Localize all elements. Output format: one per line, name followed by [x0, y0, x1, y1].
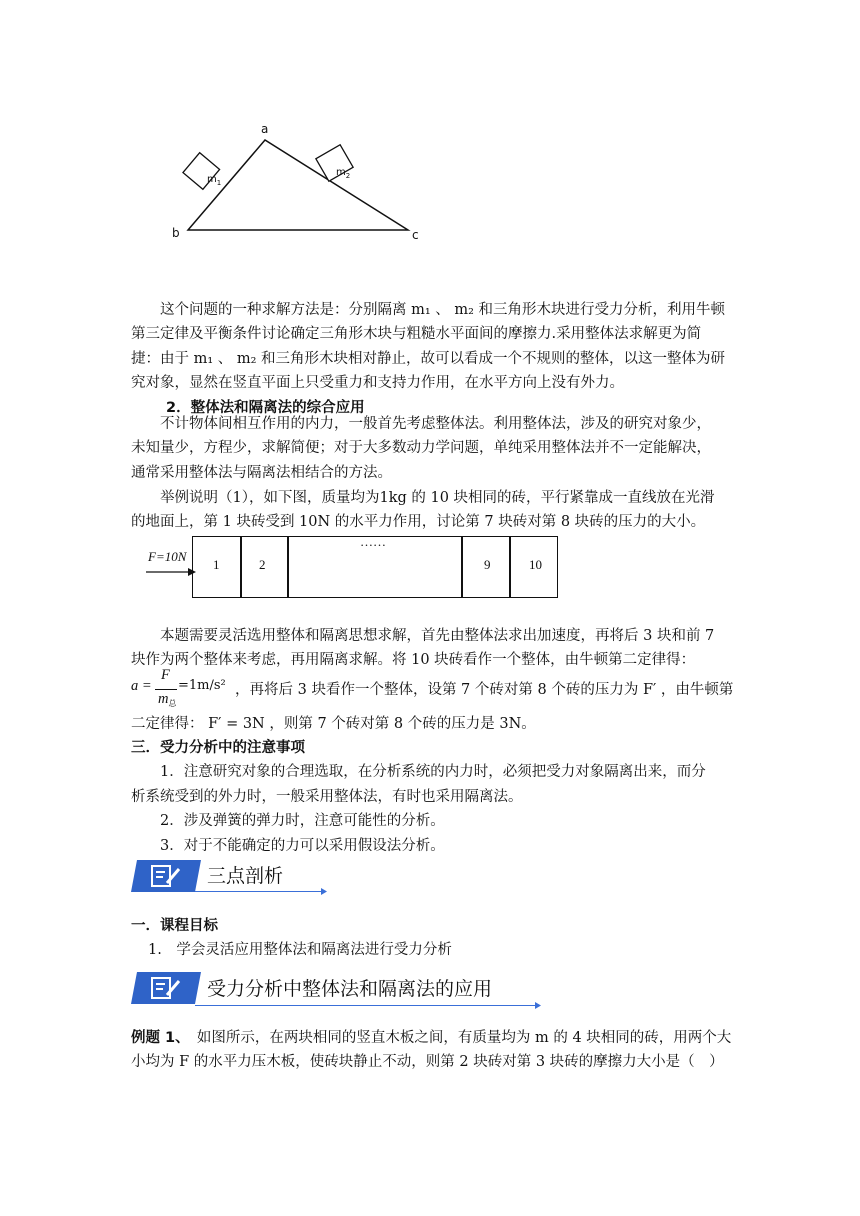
section-title: 三．受力分析中的注意事项	[131, 740, 305, 756]
paragraph-isolation-method	[131, 298, 741, 396]
paragraph-line: 块作为两个整体来考虑，再用隔离求解。将 10 块砖看作一个整体，由牛顿第二定律得：	[131, 652, 696, 669]
force-arrow	[144, 566, 196, 578]
example-line: 例题 1、 如图所示，在两块相同的竖直木板之间，有质量均为 m 的 4 块相同的砖，用两个大	[131, 1030, 732, 1046]
section-title: 一．课程目标	[131, 918, 218, 934]
paragraph-solution	[131, 624, 741, 673]
brick-label: 10	[529, 557, 542, 572]
edit-note-icon	[131, 858, 203, 894]
vertex-label-c: c	[412, 228, 419, 242]
paragraph-line: 本题需要灵活选用整体和隔离思想求解，首先由整体法求出加速度，再将后 3 块和前 7	[160, 628, 715, 644]
brick-label: 1	[213, 557, 220, 572]
paragraph-line: 二定律得： F′ = 3N ，则第 7 个砖对第 8 个砖的压力是 3N。	[131, 716, 536, 732]
paragraph-result	[131, 712, 741, 736]
paragraph-line: 不计物体间相互作用的内力，一般首先考虑整体法。利用整体法，涉及的研究对象少，	[160, 416, 711, 432]
paragraph-combined-method	[131, 412, 741, 485]
paragraph-line: 第三定律及平衡条件讨论确定三角形木块与粗糙水平面间的摩擦力.采用整体法求解更为简	[131, 326, 702, 343]
banner-underline	[195, 891, 325, 892]
example-label: 例题 1、	[131, 1030, 183, 1046]
note-item: 析系统受到的外力时，一般采用整体法，有时也采用隔离法。	[131, 788, 523, 805]
edit-note-icon	[131, 970, 203, 1006]
note-item: 1．注意研究对象的合理选取，在分析系统的内力时，必须把受力对象隔离出来，而分	[160, 764, 706, 781]
brick-ellipsis: ……	[360, 534, 386, 549]
bricks-figure	[140, 536, 560, 598]
note-item: 3．对于不能确定的力可以采用假设法分析。	[160, 837, 445, 854]
section-course-goals	[131, 914, 741, 963]
paragraph-example	[131, 486, 741, 535]
paragraph-line: 捷：由于 m₁ 、 m₂ 和三角形木块相对静止，故可以看成一个不规则的整体，以这一整体为研	[131, 350, 726, 367]
paragraph-line: 的地面上，第 1 块砖受到 10N 的水平力作用，讨论第 7 块砖对第 8 块砖的压力的大小。	[131, 514, 706, 531]
force-label: F=10N	[148, 549, 187, 564]
brick-label: 2	[259, 557, 266, 572]
acceleration-equation: a = F $m_总$ =1m/s² ，再将后 3 块看作一个整体，设第 7 个砖对第 8 个砖的压力为 F′ ，由牛顿第	[131, 667, 734, 708]
example-line: 小均为 F 的水平力压木板，使砖块静止不动，则第 2 块砖对第 3 块砖的摩擦力大小是（ ）	[131, 1054, 724, 1071]
paragraph-line: 未知量少，方程少，求解简便；对于大多数动力学问题，单纯采用整体法并不一定能解决，	[131, 440, 711, 457]
block-m2-label: $m_2$	[336, 167, 351, 180]
goal-item: 1. 学会灵活应用整体法和隔离法进行受力分析	[148, 942, 452, 959]
banner-title: 受力分析中整体法和隔离法的应用	[207, 978, 493, 1000]
note-item: 2．涉及弹簧的弹力时，注意可能性的分析。	[160, 813, 445, 830]
triangle-figure	[160, 118, 440, 248]
vertex-label-a: a	[261, 122, 269, 136]
banner-underline	[195, 1005, 539, 1006]
paragraph-line: 举例说明（1），如下图，质量均为1kg 的 10 块相同的砖，平行紧靠成一直线放在光滑	[160, 490, 715, 506]
banner-whole-isolation	[131, 970, 551, 1008]
banner-title: 三点剖析	[207, 865, 284, 887]
vertex-label-b: b	[172, 226, 180, 240]
paragraph-line: 究对象，显然在竖直平面上只受重力和支持力作用，在水平方向上没有外力。	[131, 375, 624, 392]
section-notes	[131, 736, 741, 858]
example-question	[131, 1026, 771, 1075]
paragraph-line: 这个问题的一种求解方法是：分别隔离 m₁ 、 m₂ 和三角形木块进行受力分析，利用牛顿	[160, 302, 726, 318]
section-heading-2: 2．整体法和隔离法的综合应用	[166, 400, 365, 416]
paragraph-line: 通常采用整体法与隔离法相结合的方法。	[131, 464, 392, 481]
banner-line-dot	[321, 888, 329, 896]
brick-label: 9	[484, 557, 491, 572]
banner-three-points	[131, 858, 331, 896]
banner-line-dot	[535, 1002, 543, 1010]
block-m1-label: $m_1$	[207, 174, 222, 187]
